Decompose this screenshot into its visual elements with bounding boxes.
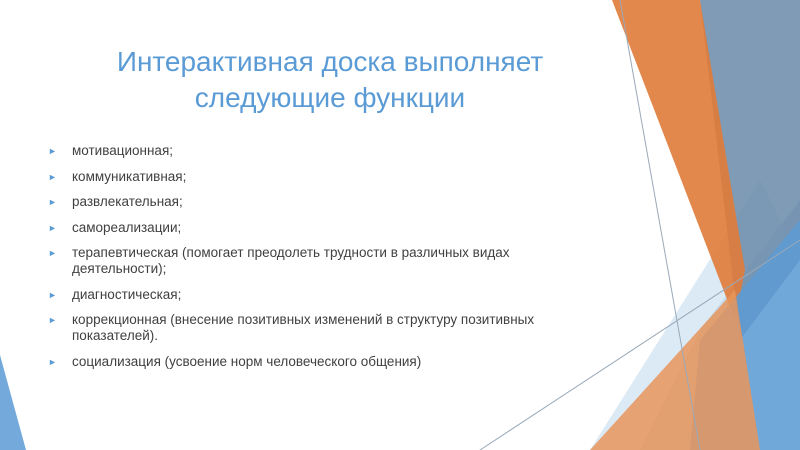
triangle-right-icon: ►	[48, 315, 57, 325]
triangle-right-icon: ►	[48, 197, 57, 207]
slide-title-line-2: следующие функции	[194, 82, 466, 113]
slide-title-line-1: Интерактивная доска выполняет	[116, 46, 544, 77]
triangle-right-icon: ►	[48, 146, 57, 156]
list-item-text: мотивационная;	[72, 143, 174, 158]
slide-title	[60, 44, 600, 116]
left-blue-strip	[0, 355, 26, 450]
list-item	[48, 245, 608, 277]
list-item-text: развлекательная;	[72, 194, 183, 209]
list-item	[48, 194, 608, 210]
list-item	[48, 220, 608, 236]
triangle-right-icon: ►	[48, 356, 57, 367]
list-item-text: самореализации;	[72, 219, 182, 235]
triangle-right-icon: ►	[48, 248, 57, 258]
function-list	[48, 143, 608, 379]
list-item	[48, 143, 608, 159]
list-item-text: социализация (усвоение норм человеческого общения)	[72, 353, 422, 369]
orange-lower-wedge	[590, 290, 760, 450]
list-item	[48, 287, 608, 303]
list-item	[48, 169, 608, 185]
list-item-text: терапевтическая (помогает преодолеть трудности в различных видах	[72, 245, 510, 260]
list-item	[48, 354, 608, 370]
list-item	[48, 312, 608, 344]
triangle-right-icon: ►	[48, 171, 57, 182]
list-item-text-continued: деятельности);	[72, 261, 167, 276]
list-item-text-continued: показателей).	[72, 328, 159, 343]
list-item-text: коррекционная (внесение позитивных изменений в структуру позитивных	[72, 312, 535, 327]
triangle-right-icon: ►	[48, 289, 57, 300]
list-item-text: диагностическая;	[72, 286, 182, 302]
list-item-text: коммуникативная;	[72, 168, 187, 184]
triangle-right-icon: ►	[48, 222, 57, 233]
